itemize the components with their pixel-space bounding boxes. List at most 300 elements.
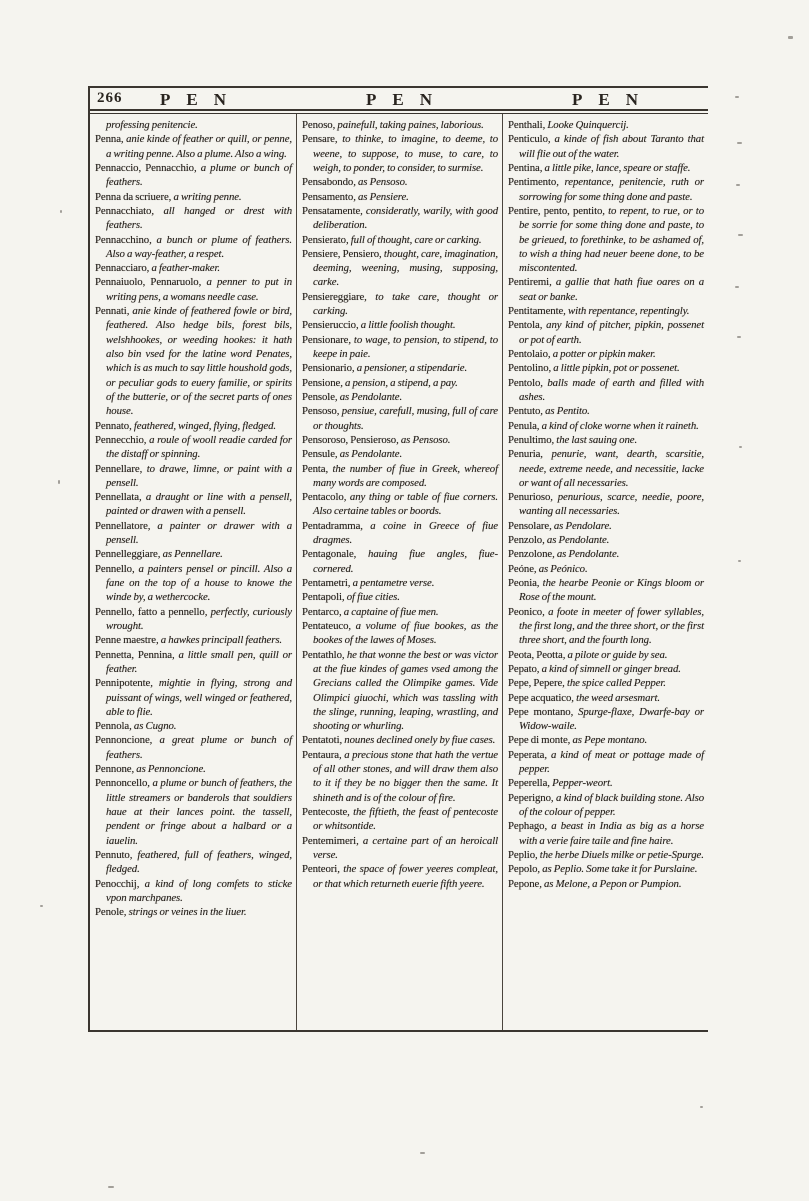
entry-definition: , repentance, penitencie, ruth or sorrowing for some thing done and paste. bbox=[519, 176, 704, 203]
entry-definition: , as Pentito. bbox=[540, 405, 590, 418]
entry-definition: , a bunch or plume of feathers. Also a way-feather, a respet. bbox=[106, 233, 292, 260]
dictionary-entry bbox=[302, 175, 498, 189]
entry-headword: Pentaura bbox=[302, 748, 339, 761]
entry-headword: Pennuto bbox=[95, 848, 130, 861]
entry-definition: , to repent, to rue, or to be sorrie for some thing done and paste, to be grieued, to forethinke, to be ashamed of, to wish a thing had neuer beene done, to be miscontented. bbox=[519, 204, 704, 275]
entry-definition: , a potter or pipkin maker. bbox=[547, 348, 656, 360]
entry-definition: , a coine in Greece of fiue dragmes. bbox=[313, 519, 498, 547]
entry-headword: Pennoncello bbox=[95, 777, 148, 790]
dictionary-entry bbox=[302, 519, 498, 548]
ink-speck bbox=[788, 36, 793, 39]
entry-headword: Pensole bbox=[302, 390, 335, 403]
entry-definition: , as Pendolante. bbox=[334, 390, 403, 403]
dictionary-entry bbox=[95, 719, 292, 733]
entry-headword: Pentolaio bbox=[508, 348, 548, 360]
entry-definition: , penurious, scarce, needie, poore, wanting all necessaries. bbox=[519, 491, 704, 518]
entry-headword: Pennacchino bbox=[95, 233, 150, 246]
entry-definition: , balls made of earth and filled with ashes. bbox=[519, 376, 704, 403]
dictionary-entry bbox=[508, 648, 704, 662]
entry-definition: , to drawe, limne, or paint with a pensell. bbox=[106, 462, 292, 489]
entry-definition: , the space of fower yeeres compleat, or that which returneth euerie fifth yeere. bbox=[313, 863, 498, 890]
entry-headword: Pentadramma bbox=[302, 519, 361, 532]
entry-definition: , a certaine part of an heroicall verse. bbox=[313, 834, 498, 861]
dictionary-entry bbox=[508, 877, 704, 891]
entry-headword: Pennato bbox=[95, 419, 130, 432]
ink-speck bbox=[737, 142, 742, 144]
entry-definition: , a plume or bunch of feathers, the little streamers or banderols that souldiers haue at their lances point. the tassell, pendent or fringe about a halbard or a iauelin. bbox=[106, 777, 292, 847]
entry-headword: Pensionario bbox=[302, 362, 352, 375]
entry-headword: Penultimo bbox=[508, 433, 552, 446]
dictionary-entry bbox=[95, 605, 292, 634]
entry-headword: Pennipotente bbox=[95, 677, 151, 690]
entry-headword: Pensatamente bbox=[302, 204, 361, 217]
dictionary-entry bbox=[508, 562, 704, 576]
dictionary-entry bbox=[302, 118, 498, 132]
entry-definition: , strings or veines in the liuer. bbox=[123, 906, 247, 919]
entry-definition: , a pensioner, a stipendarie. bbox=[351, 362, 468, 375]
entry-headword: Pepe di monte bbox=[508, 734, 568, 747]
entry-definition: , a little small pen, quill or feather. bbox=[106, 648, 293, 675]
entry-headword: Penna bbox=[95, 133, 121, 146]
dictionary-entry bbox=[508, 175, 704, 204]
entry-headword: Peota, Peotta bbox=[508, 648, 563, 661]
entry-headword: Pentathlo bbox=[302, 648, 342, 661]
dictionary-entry bbox=[302, 204, 498, 233]
dictionary-entry bbox=[302, 376, 498, 390]
dictionary-entry bbox=[302, 619, 498, 648]
entry-definition: , a feather-maker. bbox=[146, 262, 220, 275]
ink-speck bbox=[738, 234, 743, 236]
entry-definition: , a penner to put in writing pens, a womans needle case. bbox=[106, 276, 292, 303]
entry-definition: , a draught or line with a pensell, painted or drawen with a pensell. bbox=[106, 491, 292, 518]
entry-definition: , the weed arsesmart. bbox=[571, 691, 661, 704]
dictionary-entry bbox=[95, 433, 292, 462]
dictionary-entry bbox=[302, 490, 498, 519]
dictionary-entry bbox=[95, 633, 292, 647]
entry-definition: , a roule of wooll readie carded for the distaff or spinning. bbox=[106, 433, 292, 461]
dictionary-entry bbox=[95, 132, 292, 161]
dictionary-entry bbox=[508, 275, 704, 304]
entry-headword: Pensiereggiare bbox=[302, 290, 365, 303]
entry-definition: , as Peplio. Some take it for Purslaine. bbox=[537, 863, 698, 876]
entry-headword: Pennoncione bbox=[95, 734, 150, 747]
entry-definition: , a kinde of fish about Taranto that will flie out of the water. bbox=[519, 133, 704, 160]
ink-speck bbox=[58, 480, 60, 484]
entry-headword: Pennaccio, Pennacchio bbox=[95, 161, 194, 174]
entry-definition: , as Peónico. bbox=[533, 562, 588, 575]
running-head-3: PEN bbox=[572, 90, 654, 109]
entry-headword: Penthali bbox=[508, 119, 543, 131]
dictionary-entry bbox=[95, 118, 292, 132]
entry-definition: , of fiue cities. bbox=[341, 591, 400, 604]
entry-definition: , he that wonne the best or was victor at the fiue kindes of games vsed among the Grecians called the Olimpike games. Vide Olimpici giuochi, which was tassling with the slinge, running, leaping, wrastling, and shooting or whurling. bbox=[313, 648, 498, 733]
dictionary-entry bbox=[508, 447, 704, 490]
entry-headword: Pensare bbox=[302, 133, 335, 146]
entry-headword: Pennacchiato bbox=[95, 204, 152, 217]
entry-definition: , a kind of meat or pottage made of pepper. bbox=[519, 748, 704, 776]
entry-definition: , a pension, a stipend, a pay. bbox=[340, 376, 458, 389]
dictionary-entry bbox=[508, 848, 704, 862]
dictionary-entry bbox=[302, 361, 498, 375]
dictionary-entry bbox=[508, 519, 704, 533]
page-number: 266 bbox=[97, 90, 123, 106]
dictionary-entry bbox=[508, 605, 704, 648]
dictionary-entry bbox=[302, 862, 498, 891]
dictionary-entry bbox=[95, 547, 292, 561]
dictionary-entry bbox=[508, 118, 704, 132]
entry-definition: , a captaine of fiue men. bbox=[338, 605, 439, 618]
entry-definition: , with repentance, repentingly. bbox=[563, 305, 690, 318]
dictionary-entry bbox=[508, 791, 704, 820]
dictionary-column-1 bbox=[90, 114, 296, 1030]
entry-headword: Pentagonale bbox=[302, 548, 354, 561]
entry-headword: Peperata bbox=[508, 748, 545, 761]
dictionary-entry bbox=[302, 805, 498, 834]
entry-headword: Pentimento bbox=[508, 176, 557, 189]
page-header bbox=[90, 86, 708, 109]
entry-definition: , nounes declined onely by fiue cases. bbox=[339, 734, 496, 747]
entry-definition: , a writing penne. bbox=[168, 190, 242, 203]
entry-headword: Pepolo bbox=[508, 863, 538, 876]
entry-definition: , as Pennellare. bbox=[157, 548, 223, 561]
entry-headword: Peperigno bbox=[508, 791, 551, 804]
entry-definition: , a kind of simnell or ginger bread. bbox=[536, 662, 681, 675]
entry-headword: Pentire, pento, pentito bbox=[508, 204, 603, 217]
entry-headword: Pentemimeri bbox=[302, 834, 357, 847]
entry-definition: , penurie, want, dearth, scarsitie, neede, extreme neede, and necessitie, lacke or want of all necessaries. bbox=[519, 448, 704, 489]
entry-headword: Pepato bbox=[508, 662, 537, 675]
dictionary-entry bbox=[508, 404, 704, 418]
dictionary-entry bbox=[508, 662, 704, 676]
dictionary-entry bbox=[95, 519, 292, 548]
entry-headword: Pennola bbox=[95, 720, 130, 733]
entry-headword: Penocchij bbox=[95, 877, 137, 890]
entry-definition: , a painter or drawer with a pensell. bbox=[106, 519, 292, 547]
entry-headword: Pennelleggiare bbox=[95, 548, 158, 561]
dictionary-entry bbox=[508, 161, 704, 175]
entry-definition: , a little pike, lance, speare or staffe. bbox=[539, 161, 691, 174]
dictionary-entry bbox=[508, 490, 704, 519]
entry-definition: , Pepper-weort. bbox=[547, 777, 613, 790]
dictionary-entry bbox=[508, 419, 704, 433]
ink-speck bbox=[60, 210, 62, 213]
dictionary-entry bbox=[508, 705, 704, 734]
entry-definition: , a volume of fiue bookes, as the bookes of the lawes of Moses. bbox=[313, 619, 498, 647]
dictionary-entry bbox=[508, 304, 704, 318]
entry-definition: , a kind of long comfets to sticke vpon marchpanes. bbox=[106, 877, 292, 904]
entry-headword: Pennecchio bbox=[95, 433, 144, 446]
entry-definition: , the spice called Pepper. bbox=[562, 677, 666, 690]
dictionary-entry bbox=[302, 462, 498, 491]
dictionary-entry bbox=[508, 691, 704, 705]
entry-definition: , as Pendolare. bbox=[549, 519, 612, 532]
entry-definition: , as Pendolante. bbox=[334, 448, 403, 461]
entry-headword: Pensoso bbox=[302, 405, 337, 418]
dictionary-entry bbox=[508, 547, 704, 561]
dictionary-column-2 bbox=[296, 114, 502, 1030]
dictionary-entry bbox=[508, 862, 704, 876]
entry-headword: Peplio bbox=[508, 848, 535, 861]
entry-headword: Pennaiuolo, Pennaruolo bbox=[95, 276, 199, 289]
entry-headword: Pensionare bbox=[302, 333, 349, 346]
entry-definition: , painefull, taking paines, laborious. bbox=[332, 119, 484, 131]
entry-headword: Peonia bbox=[508, 577, 537, 589]
ink-speck bbox=[735, 96, 739, 98]
entry-headword: Penzolone bbox=[508, 548, 553, 561]
entry-definition: , Spurge-flaxe, Dwarfe-bay or Widow-waile. bbox=[519, 705, 705, 733]
entry-definition: , the herbe Diuels milke or petie-Spurge. bbox=[535, 848, 704, 861]
entry-definition: professing penitencie. bbox=[106, 119, 198, 131]
entry-headword: Pensamento bbox=[302, 190, 354, 203]
entry-definition: , a beast in India as big as a horse with a verie faire taile and fine haire. bbox=[519, 820, 704, 847]
dictionary-entry bbox=[95, 190, 292, 204]
entry-definition: , as Pensiere. bbox=[353, 190, 409, 203]
entry-definition: , consideratly, warily, with good deliberation. bbox=[313, 204, 498, 232]
entry-definition: , feathered, winged, flying, fledged. bbox=[129, 419, 277, 432]
dictionary-entry bbox=[95, 848, 292, 877]
entry-headword: Pentarco bbox=[302, 605, 339, 618]
entry-definition: , a painters pensel or pincill. Also a fane on the top of a house to knowe the winde by, a wethercocke. bbox=[106, 562, 292, 604]
entry-headword: Penticulo bbox=[508, 133, 548, 146]
entry-definition: , as Pennoncione. bbox=[131, 763, 206, 776]
entry-definition: , all hanged or drest with feathers. bbox=[106, 204, 292, 232]
dictionary-entry bbox=[302, 590, 498, 604]
entry-definition: , Looke Quinquercij. bbox=[542, 119, 629, 131]
entry-headword: Penurioso bbox=[508, 491, 551, 504]
ink-speck bbox=[736, 184, 740, 186]
entry-headword: Pennellare bbox=[95, 462, 140, 475]
entry-headword: Pentitamente bbox=[508, 305, 564, 318]
dictionary-entry bbox=[508, 676, 704, 690]
entry-definition: , perfectly, curiously wrought. bbox=[106, 605, 292, 632]
dictionary-entry bbox=[95, 462, 292, 491]
dictionary-entry bbox=[95, 275, 292, 304]
dictionary-entry bbox=[302, 333, 498, 362]
entry-headword: Pentolo bbox=[508, 376, 541, 389]
ink-speck bbox=[108, 1186, 114, 1188]
dictionary-entry bbox=[508, 318, 704, 347]
entry-headword: Pensiere, Pensiero bbox=[302, 247, 380, 260]
dictionary-entry bbox=[95, 233, 292, 262]
entry-headword: Penna da scriuere bbox=[95, 190, 169, 203]
entry-definition: , a foote in meeter of fower syllables, the first long, and the three short, or the first three short, and the fourth long. bbox=[519, 605, 704, 647]
entry-headword: Pephago bbox=[508, 820, 545, 833]
entry-definition: , any thing or table of fiue corners. Also certaine tables or boords. bbox=[313, 491, 498, 518]
running-head-2: PEN bbox=[366, 90, 448, 109]
entry-definition: , pensiue, carefull, musing, full of care or thoughts. bbox=[313, 405, 498, 432]
entry-headword: Pensule bbox=[302, 448, 335, 461]
entry-definition: , hauing fiue angles, fiue-cornered. bbox=[313, 548, 498, 575]
entry-definition: , to thinke, to imagine, to deeme, to weene, to suppose, to muse, to care, to weigh, to ponder, to consider, to surmise. bbox=[313, 133, 498, 174]
dictionary-entry bbox=[95, 304, 292, 419]
dictionary-entry bbox=[95, 648, 292, 677]
entry-headword: Pentateuco bbox=[302, 619, 349, 632]
entry-headword: Pensieruccio bbox=[302, 319, 356, 332]
entry-definition: , thought, care, imagination, deeming, weening, musing, supposing, carke. bbox=[313, 247, 498, 289]
entry-headword: Pennone bbox=[95, 763, 132, 776]
entry-definition: , as Pensoso. bbox=[353, 176, 408, 189]
entry-definition: , anie kinde of feathered fowle or bird, feathered. Also hedge bils, forest bils, welshhookes, or weeding hookes: it hath also bin vsed for the latine word Penates, which is as much to say little houshold gods, or peculiar gods to euery familie, or spirits of the butterie, or of the secret parts of ones house. bbox=[106, 305, 292, 418]
entry-definition: , as Pensoso. bbox=[396, 433, 451, 446]
ink-speck bbox=[420, 1152, 425, 1154]
entry-headword: Pensierato bbox=[302, 233, 346, 246]
dictionary-entry bbox=[508, 204, 704, 276]
dictionary-columns bbox=[90, 114, 708, 1032]
ink-speck bbox=[739, 446, 742, 448]
dictionary-entry bbox=[95, 204, 292, 233]
entry-definition: , a kind of cloke worne when it raineth. bbox=[536, 419, 699, 432]
entry-headword: Pennellatore bbox=[95, 519, 148, 532]
dictionary-entry bbox=[302, 404, 498, 433]
entry-headword: Pennellata bbox=[95, 491, 139, 504]
entry-definition: , a hawkes principall feathers. bbox=[155, 634, 283, 647]
entry-headword: Pentacolo bbox=[302, 491, 344, 504]
entry-headword: Penuria bbox=[508, 448, 541, 461]
entry-headword: Peóne bbox=[508, 562, 534, 575]
dictionary-entry bbox=[302, 547, 498, 576]
entry-definition: , a great plume or bunch of feathers. bbox=[106, 734, 292, 761]
dictionary-entry bbox=[95, 762, 292, 776]
entry-definition: , as Pendolante. bbox=[542, 534, 610, 547]
entry-headword: Pensolare bbox=[508, 519, 550, 532]
ink-speck bbox=[700, 1106, 703, 1108]
entry-headword: Peperella bbox=[508, 777, 548, 790]
entry-headword: Penoso bbox=[302, 119, 333, 131]
entry-headword: Pentapoli bbox=[302, 591, 342, 604]
dictionary-entry bbox=[508, 776, 704, 790]
dictionary-entry bbox=[508, 347, 704, 361]
entry-definition: , a kind of black building stone. Also of the colour of pepper. bbox=[519, 791, 704, 818]
ink-speck bbox=[738, 560, 741, 562]
entry-headword: Pennello bbox=[95, 562, 132, 575]
entry-headword: Pennati bbox=[95, 305, 127, 318]
entry-headword: Pensabondo bbox=[302, 176, 354, 189]
dictionary-entry bbox=[95, 905, 292, 919]
entry-headword: Pentatoti bbox=[302, 734, 340, 747]
dictionary-entry bbox=[508, 361, 704, 375]
dictionary-entry bbox=[302, 748, 498, 805]
dictionary-entry bbox=[508, 819, 704, 848]
dictionary-entry bbox=[508, 376, 704, 405]
entry-headword: Pensione bbox=[302, 376, 341, 389]
entry-definition: , as Pendolante. bbox=[552, 548, 620, 561]
dictionary-entry bbox=[302, 390, 498, 404]
dictionary-entry bbox=[302, 190, 498, 204]
entry-definition: , feathered, full of feathers, winged, fledged. bbox=[106, 848, 292, 876]
entry-definition: , the number of fiue in Greek, whereof many words are composed. bbox=[313, 462, 498, 489]
dictionary-entry bbox=[95, 676, 292, 719]
dictionary-entry bbox=[95, 419, 292, 433]
entry-definition: , any kind of pitcher, pipkin, possenet or pot of earth. bbox=[519, 319, 704, 346]
dictionary-entry bbox=[302, 733, 498, 747]
ink-speck bbox=[737, 336, 741, 338]
ink-speck bbox=[40, 905, 43, 907]
dictionary-entry bbox=[508, 533, 704, 547]
entry-headword: Pepone bbox=[508, 877, 540, 890]
entry-definition: , as Cugno. bbox=[129, 720, 177, 733]
dictionary-entry bbox=[302, 834, 498, 863]
dictionary-entry bbox=[302, 433, 498, 447]
entry-headword: Pepe, Pepere bbox=[508, 677, 563, 690]
entry-headword: Pepe montano bbox=[508, 705, 571, 718]
entry-definition: , full of thought, care or carking. bbox=[345, 233, 482, 246]
entry-headword: Penta bbox=[302, 462, 326, 475]
entry-headword: Peonico bbox=[508, 605, 543, 618]
entry-definition: , to wage, to pension, to stipend, to keepe in paie. bbox=[313, 333, 498, 360]
entry-headword: Pepe acquatico bbox=[508, 691, 572, 704]
dictionary-column-3 bbox=[502, 114, 708, 1030]
dictionary-entry bbox=[508, 576, 704, 605]
entry-definition: , mightie in flying, strong and puissant of wings, well winged or feathered, able to flie. bbox=[106, 677, 292, 718]
dictionary-entry bbox=[302, 447, 498, 461]
entry-headword: Pentuto bbox=[508, 405, 541, 418]
dictionary-entry bbox=[95, 733, 292, 762]
running-head-1: PEN bbox=[160, 90, 242, 109]
entry-headword: Pentecoste bbox=[302, 806, 348, 818]
entry-headword: Penula bbox=[508, 419, 537, 432]
entry-definition: , the hearbe Peonie or Kings bloom or Rose of the mount. bbox=[519, 577, 704, 604]
entry-headword: Pentiremi bbox=[508, 276, 550, 289]
dictionary-entry bbox=[508, 748, 704, 777]
entry-headword: Penole bbox=[95, 906, 124, 919]
entry-definition: , a precious stone that hath the vertue of all other stones, and will draw them also to it if they be no bigger then the same. It shineth and is of the colour of fire. bbox=[313, 748, 498, 804]
entry-definition: , a gallie that hath fiue oares on a seat or banke. bbox=[519, 276, 704, 303]
dictionary-entry bbox=[508, 433, 704, 447]
dictionary-entry bbox=[508, 132, 704, 161]
entry-headword: Pentina bbox=[508, 161, 540, 174]
entry-definition: , a little foolish thought. bbox=[355, 319, 456, 332]
entry-headword: Penzolo bbox=[508, 534, 543, 547]
entry-headword: Pentametri bbox=[302, 577, 348, 589]
dictionary-entry bbox=[302, 290, 498, 319]
entry-definition: , a pilote or guide by sea. bbox=[562, 648, 668, 661]
entry-definition: , the fiftieth, the feast of pentecoste or whitsontide. bbox=[313, 806, 498, 833]
dictionary-entry bbox=[302, 233, 498, 247]
entry-headword: Penteori bbox=[302, 863, 338, 876]
dictionary-entry bbox=[302, 247, 498, 290]
dictionary-entry bbox=[95, 562, 292, 605]
dictionary-entry bbox=[95, 490, 292, 519]
dictionary-entry bbox=[302, 648, 498, 734]
dictionary-entry bbox=[95, 261, 292, 275]
dictionary-entry bbox=[95, 776, 292, 848]
dictionary-entry bbox=[302, 576, 498, 590]
dictionary-entry bbox=[302, 132, 498, 175]
entry-headword: Penne maestre bbox=[95, 634, 156, 647]
entry-definition: , to take care, thought or carking. bbox=[313, 290, 498, 318]
dictionary-entry bbox=[508, 733, 704, 747]
entry-definition: , a plume or bunch of feathers. bbox=[106, 161, 292, 189]
dictionary-entry bbox=[95, 161, 292, 190]
entry-definition: , anie kinde of feather or quill, or penne, a writing penne. Also a plume. Also a wing. bbox=[106, 133, 292, 160]
page-frame bbox=[88, 86, 708, 1032]
entry-headword: Pennetta, Pennina bbox=[95, 648, 172, 661]
entry-headword: Pentola bbox=[508, 319, 540, 332]
entry-headword: Pennacciaro bbox=[95, 262, 147, 275]
entry-definition: , a pentametre verse. bbox=[347, 577, 435, 589]
entry-definition: , as Pepe montano. bbox=[567, 734, 648, 747]
ink-speck bbox=[735, 286, 739, 288]
dictionary-entry bbox=[95, 877, 292, 906]
entry-headword: Pennello, fatto a pennello bbox=[95, 605, 205, 618]
entry-definition: , the last sauing one. bbox=[551, 433, 638, 446]
dictionary-entry bbox=[302, 318, 498, 332]
entry-definition: , a little pipkin, pot or possenet. bbox=[548, 362, 680, 375]
entry-headword: Pentolino bbox=[508, 362, 549, 375]
entry-headword: Pensoroso, Pensieroso bbox=[302, 433, 397, 446]
entry-definition: , as Melone, a Pepon or Pumpion. bbox=[539, 877, 682, 890]
dictionary-entry bbox=[302, 605, 498, 619]
